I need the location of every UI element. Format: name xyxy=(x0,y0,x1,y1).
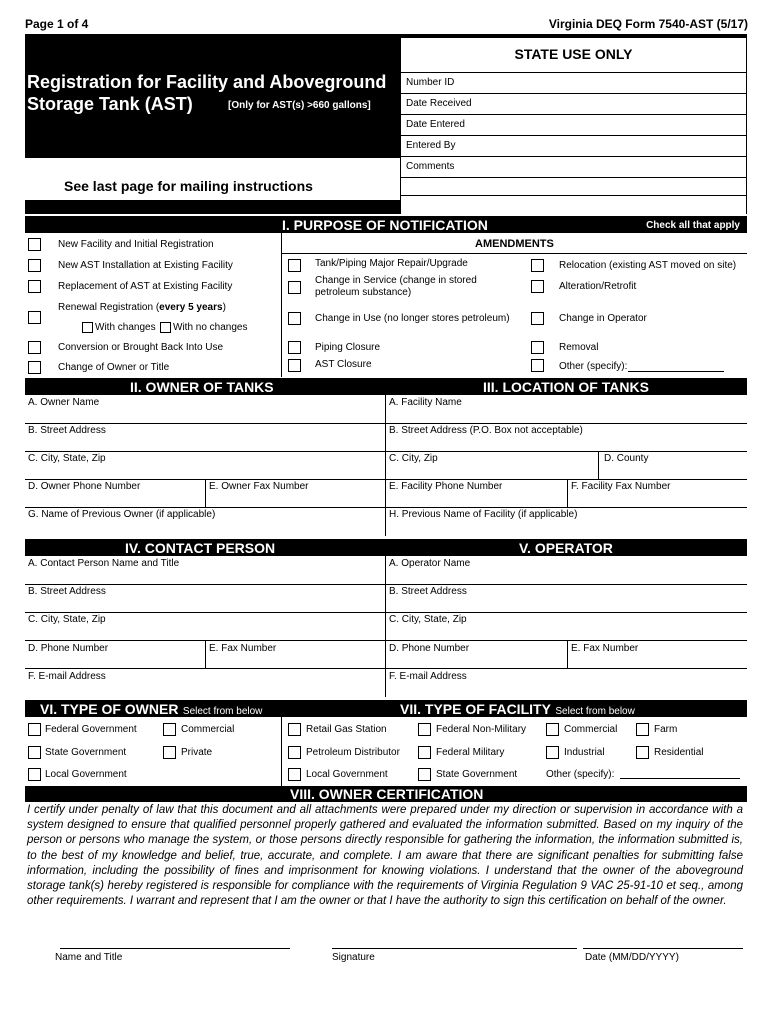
with-no-changes-checkbox[interactable] xyxy=(160,322,171,333)
tank-repair-checkbox[interactable] xyxy=(288,259,301,272)
commercial-owner-checkbox[interactable] xyxy=(163,723,176,736)
removal-checkbox[interactable] xyxy=(531,341,544,354)
change-owner-label: Change of Owner or Title xyxy=(58,362,170,373)
operator-city-field[interactable]: C. City, State, Zip xyxy=(389,614,467,625)
change-owner-checkbox[interactable] xyxy=(28,361,41,374)
facility-type-title: VII. TYPE OF FACILITY xyxy=(400,701,551,717)
alteration-label: Alteration/Retrofit xyxy=(559,281,637,292)
farm-label: Farm xyxy=(654,724,678,735)
state-gov-facility-checkbox[interactable] xyxy=(418,768,431,781)
page-number: Page 1 of 4 xyxy=(25,17,89,31)
operator-street-field[interactable]: B. Street Address xyxy=(389,586,467,597)
new-ast-checkbox[interactable] xyxy=(28,259,41,272)
other-amendment-checkbox[interactable] xyxy=(531,359,544,372)
state-entered-by: Entered By xyxy=(406,140,456,151)
commercial-facility-checkbox[interactable] xyxy=(546,723,559,736)
commercial-owner-label: Commercial xyxy=(181,724,235,735)
state-gov-facility-label: State Government xyxy=(436,769,518,780)
residential-checkbox[interactable] xyxy=(636,746,649,759)
industrial-label: Industrial xyxy=(564,747,605,758)
facility-street-field[interactable]: B. Street Address (P.O. Box not acceptable) xyxy=(389,425,583,436)
replacement-label: Replacement of AST at Existing Facility xyxy=(58,281,233,292)
contact-title: IV. CONTACT PERSON xyxy=(125,540,276,556)
other-amendment-line[interactable] xyxy=(628,371,724,372)
petroleum-distributor-label: Petroleum Distributor xyxy=(306,747,400,758)
contact-name-field[interactable]: A. Contact Person Name and Title xyxy=(28,558,180,569)
local-government-checkbox[interactable] xyxy=(28,768,41,781)
certification-title: VIII. OWNER CERTIFICATION xyxy=(290,786,484,802)
previous-facility-field[interactable]: H. Previous Name of Facility (if applicable) xyxy=(389,509,578,520)
industrial-checkbox[interactable] xyxy=(546,746,559,759)
operator-phone-field[interactable]: D. Phone Number xyxy=(389,643,470,654)
form-subtitle: [Only for AST(s) >660 gallons] xyxy=(228,100,371,111)
date-line[interactable] xyxy=(583,948,743,949)
purpose-title: I. PURPOSE OF NOTIFICATION xyxy=(282,217,488,233)
owner-type-select: Select from below xyxy=(182,706,263,717)
piping-closure-checkbox[interactable] xyxy=(288,341,301,354)
federal-government-label: Federal Government xyxy=(45,724,137,735)
signature-label: Signature xyxy=(332,952,375,963)
local-gov-facility-checkbox[interactable] xyxy=(288,768,301,781)
state-government-label: State Government xyxy=(45,747,127,758)
federal-nonmilitary-checkbox[interactable] xyxy=(418,723,431,736)
alteration-checkbox[interactable] xyxy=(531,280,544,293)
change-operator-label: Change in Operator xyxy=(559,313,647,324)
federal-nonmilitary-label: Federal Non-Military xyxy=(436,724,527,735)
change-service-label-2: petroleum substance) xyxy=(315,287,412,298)
state-government-checkbox[interactable] xyxy=(28,746,41,759)
state-use-only: STATE USE ONLY xyxy=(514,46,633,62)
private-owner-label: Private xyxy=(181,747,213,758)
facility-fax-field[interactable]: F. Facility Fax Number xyxy=(571,481,671,492)
tank-repair-label: Tank/Piping Major Repair/Upgrade xyxy=(315,258,468,269)
form-id: Virginia DEQ Form 7540-AST (5/17) xyxy=(548,17,748,31)
farm-checkbox[interactable] xyxy=(636,723,649,736)
federal-military-checkbox[interactable] xyxy=(418,746,431,759)
petroleum-distributor-checkbox[interactable] xyxy=(288,746,301,759)
form-title-line2: Storage Tank (AST) xyxy=(27,94,193,114)
state-date-received: Date Received xyxy=(406,98,472,109)
owner-type-title: VI. TYPE OF OWNER xyxy=(40,701,179,717)
location-title: III. LOCATION OF TANKS xyxy=(483,379,649,395)
new-facility-checkbox[interactable] xyxy=(28,238,41,251)
federal-military-label: Federal Military xyxy=(436,747,505,758)
facility-phone-field[interactable]: E. Facility Phone Number xyxy=(389,481,503,492)
other-facility-line[interactable] xyxy=(620,778,740,779)
owner-phone-field[interactable]: D. Owner Phone Number xyxy=(28,481,141,492)
date-label: Date (MM/DD/YYYY) xyxy=(585,952,679,963)
state-comments: Comments xyxy=(406,161,455,172)
other-facility-label: Other (specify): xyxy=(546,769,615,780)
change-service-checkbox[interactable] xyxy=(288,281,301,294)
renewal-label: Renewal Registration (every 5 years) xyxy=(58,302,226,313)
owner-fax-field[interactable]: E. Owner Fax Number xyxy=(209,481,309,492)
conversion-checkbox[interactable] xyxy=(28,341,41,354)
facility-county-field[interactable]: D. County xyxy=(604,453,649,464)
new-ast-label: New AST Installation at Existing Facility xyxy=(58,260,233,271)
previous-owner-field[interactable]: G. Name of Previous Owner (if applicable) xyxy=(28,509,216,520)
with-changes-checkbox[interactable] xyxy=(82,322,93,333)
name-title-label: Name and Title xyxy=(55,952,123,963)
facility-city-field[interactable]: C. City, Zip xyxy=(389,453,438,464)
ast-closure-checkbox[interactable] xyxy=(288,359,301,372)
facility-type-select: Select from below xyxy=(555,706,635,717)
contact-city-field[interactable]: C. City, State, Zip xyxy=(28,614,106,625)
retail-gas-checkbox[interactable] xyxy=(288,723,301,736)
change-service-label-1: Change in Service (change in stored xyxy=(315,275,477,286)
federal-government-checkbox[interactable] xyxy=(28,723,41,736)
retail-gas-label: Retail Gas Station xyxy=(306,724,387,735)
operator-email-field[interactable]: F. E-mail Address xyxy=(389,671,467,682)
amendments-label: AMENDMENTS xyxy=(475,238,554,250)
relocation-checkbox[interactable] xyxy=(531,259,544,272)
replacement-checkbox[interactable] xyxy=(28,280,41,293)
contact-phone-field[interactable]: D. Phone Number xyxy=(28,643,109,654)
with-changes-label: With changes xyxy=(95,322,156,333)
name-title-line[interactable] xyxy=(60,948,290,949)
local-gov-facility-label: Local Government xyxy=(306,769,388,780)
local-government-label: Local Government xyxy=(45,769,127,780)
contact-fax-field[interactable]: E. Fax Number xyxy=(209,643,277,654)
operator-name-field[interactable]: A. Operator Name xyxy=(389,558,471,569)
change-use-label: Change in Use (no longer stores petroleum) xyxy=(315,313,510,324)
piping-closure-label: Piping Closure xyxy=(315,342,381,353)
commercial-facility-label: Commercial xyxy=(564,724,618,735)
certification-text: I certify under penalty of law that this document and all attachments were prepared under my direction or supervision in accordance with a system designed to ensure that qualified personnel properly gathered and evaluated the information submitted. Based on my inquiry of the person or persons who manage the system, or those persons directly responsible for gathering the information, the information submitted is, to the best of my knowledge and belief, true, accurate, and complete. I am aware that there are significant penalties for submitting false information, including the possibility of fines and imprisonment for knowing violations. I understand that the owner of the aboveground storage tank(s) hereby registered is responsible for compliance with the requirements of Virginia Regulation 9 VAC 25-91-10 et seq., among other requirements. I warrant and represent that I am the owner or that I have the authority to sign this certification on behalf of the owner. xyxy=(27,804,743,908)
owner-name-field[interactable]: A. Owner Name xyxy=(28,397,100,408)
operator-fax-field[interactable]: E. Fax Number xyxy=(571,643,639,654)
state-number-id: Number ID xyxy=(406,77,455,88)
owner-street-field[interactable]: B. Street Address xyxy=(28,425,106,436)
renewal-checkbox[interactable] xyxy=(28,311,41,324)
signature-line[interactable] xyxy=(332,948,577,949)
new-facility-label: New Facility and Initial Registration xyxy=(58,239,214,250)
residential-label: Residential xyxy=(654,747,704,758)
change-use-checkbox[interactable] xyxy=(288,312,301,325)
check-all-note: Check all that apply xyxy=(646,220,740,231)
owner-city-field[interactable]: C. City, State, Zip xyxy=(28,453,106,464)
mailing-instructions: See last page for mailing instructions xyxy=(64,178,313,194)
operator-title: V. OPERATOR xyxy=(519,540,613,556)
change-operator-checkbox[interactable] xyxy=(531,312,544,325)
conversion-label: Conversion or Brought Back Into Use xyxy=(58,342,224,353)
private-owner-checkbox[interactable] xyxy=(163,746,176,759)
state-date-entered: Date Entered xyxy=(406,119,465,130)
with-no-changes-label: With no changes xyxy=(173,322,248,333)
other-amendment-label: Other (specify): xyxy=(559,361,628,372)
contact-street-field[interactable]: B. Street Address xyxy=(28,586,106,597)
facility-name-field[interactable]: A. Facility Name xyxy=(389,397,462,408)
ast-closure-label: AST Closure xyxy=(315,359,372,370)
form-title-line1: Registration for Facility and Aboveground xyxy=(27,72,387,92)
owner-title: II. OWNER OF TANKS xyxy=(130,379,274,395)
contact-email-field[interactable]: F. E-mail Address xyxy=(28,671,106,682)
relocation-label: Relocation (existing AST moved on site) xyxy=(559,260,737,271)
removal-label: Removal xyxy=(559,342,599,353)
